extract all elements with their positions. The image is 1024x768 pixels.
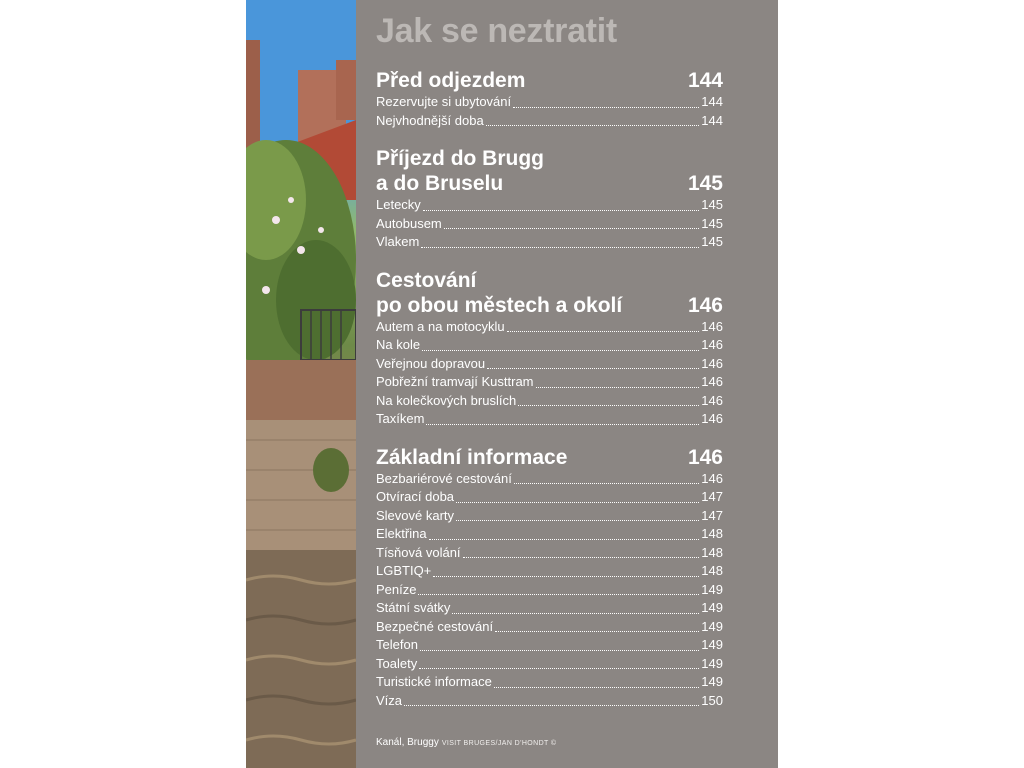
entry-label: Elektřina <box>376 526 427 541</box>
entry-page-number: 149 <box>701 674 723 689</box>
entry-label: Autobusem <box>376 215 442 231</box>
section-heading <box>376 445 723 470</box>
dot-leader <box>456 502 699 503</box>
toc-entry <box>376 544 723 563</box>
toc-entry <box>376 655 723 674</box>
toc-section <box>376 268 723 429</box>
dot-leader <box>487 368 699 369</box>
toc-entry <box>376 507 723 526</box>
toc-entry <box>376 562 723 581</box>
section-page-number: 144 <box>687 69 723 92</box>
entry-page-number: 149 <box>701 581 723 597</box>
toc-entry <box>376 215 723 234</box>
entry-page-number: 146 <box>701 337 723 352</box>
toc-entry <box>376 692 723 711</box>
dot-leader <box>463 557 700 558</box>
section-heading <box>376 68 723 93</box>
entry-page-number: 147 <box>701 507 723 523</box>
entry-page-number: 146 <box>701 392 723 408</box>
section-page-number: 146 <box>687 445 723 469</box>
entry-page-number: 147 <box>701 489 723 504</box>
entry-page-number: 146 <box>701 318 723 334</box>
section-heading <box>376 146 723 196</box>
toc-entry <box>376 470 723 489</box>
toc-entry <box>376 636 723 655</box>
canal-photo <box>246 0 356 768</box>
dot-leader <box>419 668 699 669</box>
toc-entry <box>376 618 723 637</box>
caption-credit: VISIT BRUGES/JAN D'HONDT © <box>441 740 557 747</box>
entry-label: LGBTIQ+ <box>376 563 432 578</box>
entry-page-number: 149 <box>701 637 723 652</box>
toc-entry <box>376 336 723 355</box>
entry-label: Telefon <box>376 637 418 652</box>
entry-label: Rezervujte si ubytování <box>376 94 512 109</box>
section-title: Základní informace <box>376 445 568 469</box>
toc-sections <box>376 68 723 726</box>
dot-leader <box>536 387 700 388</box>
section-page-number: 145 <box>687 172 723 195</box>
contents-panel <box>356 0 778 768</box>
dot-leader <box>486 125 700 126</box>
dot-leader <box>423 210 699 211</box>
entry-page-number: 146 <box>701 355 723 371</box>
entry-page-number: 145 <box>701 197 723 212</box>
dot-leader <box>422 350 699 351</box>
dot-leader <box>433 576 699 577</box>
toc-entry <box>376 112 723 131</box>
toc-entry <box>376 318 723 337</box>
entry-page-number: 146 <box>701 374 723 389</box>
entry-label: Slevové karty <box>376 507 455 523</box>
entry-label: Víza <box>376 692 403 708</box>
dot-leader <box>452 613 699 614</box>
entry-page-number: 149 <box>701 600 723 615</box>
entry-label: Vlakem <box>376 234 420 249</box>
entry-page-number: 150 <box>701 692 723 708</box>
toc-entry <box>376 581 723 600</box>
toc-entry <box>376 410 723 429</box>
entry-page-number: 148 <box>701 544 723 560</box>
entry-label: Státní svátky <box>376 600 451 615</box>
entry-page-number: 144 <box>701 112 723 128</box>
entry-label: Turistické informace <box>376 674 492 689</box>
entry-page-number: 149 <box>701 655 723 671</box>
dot-leader <box>513 107 699 108</box>
toc-entry <box>376 525 723 544</box>
section-heading <box>376 268 723 318</box>
entry-page-number: 145 <box>701 234 723 249</box>
entry-label: Taxíkem <box>376 411 425 426</box>
entry-label: Na kole <box>376 337 421 352</box>
toc-entry <box>376 233 723 252</box>
entry-label: Pobřežní tramvají Kusttram <box>376 374 534 389</box>
section-page-number: 146 <box>687 293 723 317</box>
toc-entry <box>376 488 723 507</box>
entry-label: Bezbariérové cestování <box>376 470 512 486</box>
entry-label: Tísňová volání <box>376 544 461 560</box>
entry-label: Nejvhodnější doba <box>376 112 484 128</box>
toc-entry <box>376 673 723 692</box>
toc-entry <box>376 196 723 215</box>
entry-page-number: 144 <box>701 94 723 109</box>
dot-leader <box>495 631 699 632</box>
toc-section <box>376 68 723 130</box>
entry-page-number: 145 <box>701 215 723 231</box>
dot-leader <box>404 705 699 706</box>
toc-section <box>376 445 723 711</box>
entry-page-number: 148 <box>701 563 723 578</box>
page-title: Jak se neztratit <box>376 12 617 50</box>
entry-page-number: 149 <box>701 618 723 634</box>
dot-leader <box>429 539 700 540</box>
dot-leader <box>494 687 699 688</box>
section-title: Příjezd do Brugg a do Bruselu <box>376 147 544 195</box>
entry-label: Otvírací doba <box>376 489 455 504</box>
dot-leader <box>420 650 699 651</box>
toc-entry <box>376 392 723 411</box>
entry-page-number: 146 <box>701 470 723 486</box>
toc-entry <box>376 355 723 374</box>
dot-leader <box>426 424 699 425</box>
dot-leader <box>507 331 700 332</box>
toc-entry <box>376 599 723 618</box>
dot-leader <box>456 520 699 521</box>
entry-label: Veřejnou dopravou <box>376 355 486 371</box>
toc-entry <box>376 93 723 112</box>
section-title: Před odjezdem <box>376 69 526 92</box>
photo-caption <box>376 737 556 748</box>
caption-text: Kanál, Bruggy <box>376 737 439 748</box>
entry-label: Na kolečkových bruslích <box>376 392 517 408</box>
entry-label: Autem a na motocyklu <box>376 318 505 334</box>
dot-leader <box>444 228 700 229</box>
entry-label: Peníze <box>376 581 417 597</box>
dot-leader <box>421 247 699 248</box>
entry-label: Letecky <box>376 197 421 212</box>
dot-leader <box>518 405 699 406</box>
entry-label: Toalety <box>376 655 418 671</box>
dot-leader <box>418 594 699 595</box>
entry-page-number: 148 <box>701 526 723 541</box>
section-title: Cestování po obou městech a okolí <box>376 268 623 317</box>
entry-page-number: 146 <box>701 411 723 426</box>
canal-photo-illustration <box>246 0 356 768</box>
toc-section <box>376 146 723 252</box>
toc-entry <box>376 373 723 392</box>
entry-label: Bezpečné cestování <box>376 618 494 634</box>
dot-leader <box>514 483 699 484</box>
